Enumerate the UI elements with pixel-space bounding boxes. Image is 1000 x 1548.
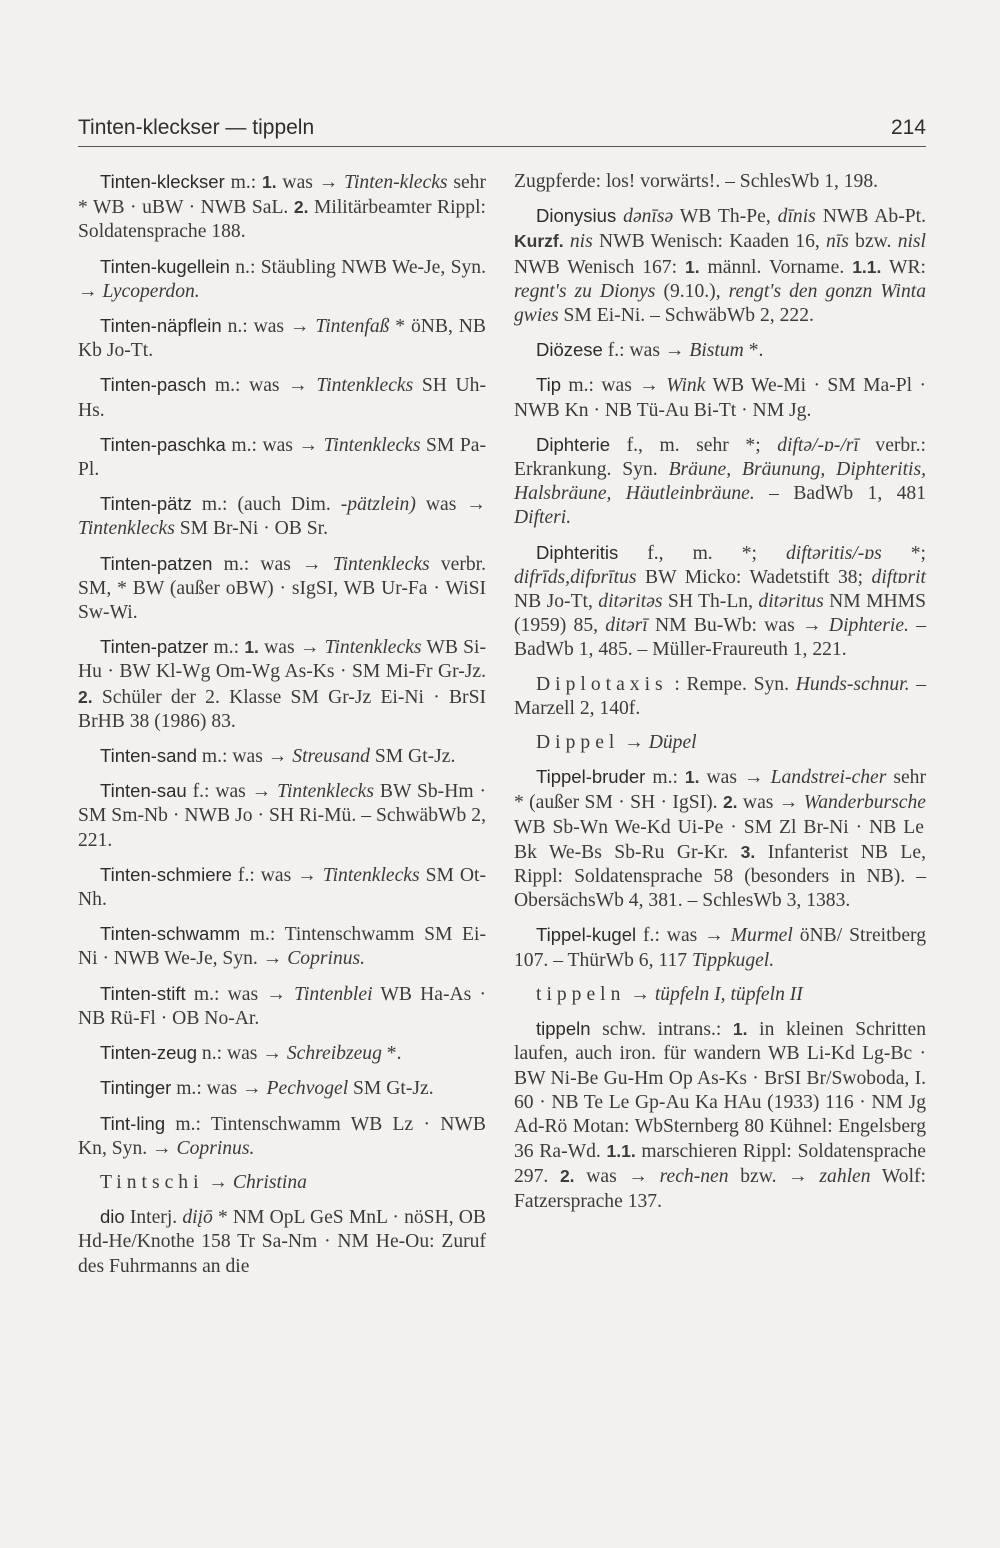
entry-text: – BadWb 1, 481 bbox=[754, 483, 926, 505]
entry-text: SM Pa-Pl. bbox=[78, 434, 486, 481]
dictionary-entry bbox=[514, 731, 926, 755]
entry-text: 1. bbox=[244, 637, 259, 658]
entry-text: → bbox=[625, 983, 655, 1005]
dictionary-entry bbox=[78, 635, 486, 734]
entry-text: 1. bbox=[261, 172, 277, 192]
entry-text: Schüler der 2. Klasse SM Gr-Jz Ei-Ni · BrSI BrHB 38 (1986) 83. bbox=[78, 686, 486, 732]
entry-text: m.: was → bbox=[171, 1078, 267, 1100]
entry-text: Kurzf. bbox=[514, 231, 564, 252]
entry-text: WB Th-Pe, bbox=[673, 206, 778, 228]
dictionary-entry bbox=[514, 170, 926, 194]
entry-text: WB Sb-Wn We-Kd Ui-Pe · SM Zl Br-Ni · NB Le Bk We-Bs Sb-Ru Gr-Kr. bbox=[514, 816, 924, 863]
entry-text: Tintenklecks bbox=[316, 375, 414, 397]
entry-text: Tintenklecks bbox=[277, 781, 375, 803]
entry-text: * öNB, NB Kb Jo-Tt. bbox=[78, 316, 486, 362]
entry-text: Düpel bbox=[648, 732, 697, 754]
entry-text: Diphterie. bbox=[828, 615, 909, 637]
entry-text: 1.1. bbox=[852, 256, 882, 277]
page-number: 214 bbox=[890, 116, 926, 139]
entry-text: 2. bbox=[722, 792, 738, 813]
entry-text: verbr. SM, * BW (außer oBW) · sIgSI, WB Ur-Fa · WiSI Sw-Wi. bbox=[78, 553, 486, 624]
entry-text: Tintenklecks bbox=[324, 637, 422, 659]
entry-text: nisl bbox=[897, 231, 926, 253]
entry-text: tüpfeln I, tüpfeln II bbox=[654, 983, 803, 1005]
running-header bbox=[78, 112, 926, 147]
entry-text: Wanderbursche bbox=[803, 792, 926, 814]
entry-text: → bbox=[203, 1171, 233, 1193]
entry-text: n.: Stäubling NWB We-Je, Syn. → bbox=[78, 256, 486, 302]
entry-text: WB Ha-As · NB Rü-Fl · OB No-Ar. bbox=[78, 983, 487, 1029]
dictionary-entry bbox=[78, 779, 486, 853]
entry-headword: dio bbox=[100, 1206, 125, 1228]
entry-text: (9.10.), bbox=[655, 280, 729, 302]
entry-text: m.: was → bbox=[197, 746, 293, 768]
entry-text: 2. bbox=[78, 686, 93, 707]
entry-headword: Tinten-schmiere bbox=[100, 863, 232, 885]
dictionary-entry bbox=[78, 255, 486, 304]
dictionary-entry bbox=[78, 373, 486, 422]
entry-text: m.: Tintenschwamm WB Lz · NWB Kn, Syn. → bbox=[78, 1113, 486, 1159]
entry-text: bzw. bbox=[848, 231, 898, 253]
dictionary-entry bbox=[78, 1076, 486, 1101]
dictionary-entry bbox=[514, 1017, 926, 1214]
entry-text: f.: was → bbox=[186, 781, 278, 803]
dictionary-entry bbox=[78, 170, 486, 245]
dictionary-entry bbox=[78, 314, 486, 363]
entry-headword: Tip bbox=[536, 374, 562, 396]
entry-text: SM Gt-Jz. bbox=[369, 746, 456, 768]
entry-text: SM Ei-Ni. – SchwäbWb 2, 222. bbox=[558, 305, 814, 327]
entry-headword: Tinten-kleckser bbox=[100, 171, 225, 192]
entry-text: dīnis bbox=[777, 206, 816, 228]
entry-text: Hunds-schnur. bbox=[795, 673, 910, 695]
entry-text: Bräune, Bräunung, Diphteritis, Halsbräune, Häutleinbräune. bbox=[514, 459, 926, 505]
dictionary-entry bbox=[78, 1041, 486, 1066]
entry-headword: Tinten-patzer bbox=[100, 636, 209, 658]
entry-headword: Tinten-paschka bbox=[100, 433, 226, 455]
entry-text: sehr * (außer SM · SH · IgSI). bbox=[514, 767, 926, 814]
entry-text: 1. bbox=[684, 767, 700, 788]
entry-headword: Tinten-zeug bbox=[100, 1042, 198, 1064]
entry-text: WR: bbox=[881, 256, 926, 278]
entry-text: Streusand bbox=[292, 746, 370, 768]
entry-text: in kleinen Schritten laufen, auch iron. für wandern WB Li-Kd Lg-Bc · BW Ni-Be Gu-Hm Op As-Ks · BrSI Br/Swoboda, I. 60 · NB Te Le Gp-Au Ka HAu (1933) 116 · NM Jg Ad-Rö Motan: WbSternberg 80 Kühnel: Engelsberg 36 Ra-Wd. bbox=[514, 1019, 926, 1163]
entry-text: m.: (auch Dim. bbox=[191, 494, 341, 516]
entry-text: Tintenklecks bbox=[78, 518, 175, 540]
entry-text: m.: bbox=[208, 637, 245, 659]
entry-text: f.: was → bbox=[636, 925, 731, 947]
entry-text: Tinten-klecks bbox=[344, 172, 448, 193]
entry-text: m.: was → bbox=[185, 983, 295, 1005]
entry-headword: Tinten-pätz bbox=[100, 493, 192, 515]
dictionary-entry bbox=[78, 863, 486, 912]
entry-text: f.: was → bbox=[602, 340, 690, 362]
dictionary-entry bbox=[78, 492, 486, 541]
entry-text: difrīds,difɒrītus bbox=[514, 566, 637, 588]
entry-text: BW Micko: Wadetstift 38; bbox=[636, 566, 872, 588]
entry-text: marschieren Rippl: Soldatensprache 297. bbox=[514, 1141, 926, 1188]
entry-text: sehr * WB · uBW · NWB SaL. bbox=[78, 172, 486, 219]
dictionary-entry bbox=[78, 1112, 486, 1161]
entry-text: -pätzlein) bbox=[340, 494, 416, 516]
entry-text: – Marzell 2, 140f. bbox=[514, 673, 926, 719]
entry-text: Interj. bbox=[124, 1207, 183, 1229]
entry-text: Wink bbox=[666, 375, 706, 397]
entry-text: – BadWb 1, 485. – Müller-Fraureuth 1, 221. bbox=[514, 615, 926, 661]
entry-text: m.: bbox=[224, 172, 262, 193]
entry-text: *. bbox=[381, 1043, 402, 1065]
entry-text: m.: was → bbox=[561, 375, 667, 397]
entry-text: was → bbox=[415, 494, 486, 516]
entry-text: Coprinus. bbox=[287, 948, 366, 970]
entry-text: *; bbox=[881, 542, 927, 564]
dictionary-entry bbox=[514, 765, 926, 913]
entry-text: nīs bbox=[826, 231, 849, 253]
entry-headword: Tippel-bruder bbox=[536, 766, 646, 788]
dictionary-entry bbox=[514, 373, 926, 422]
entry-text: SM Br-Ni · OB Sr. bbox=[174, 518, 328, 540]
entry-text: BW Sb-Hm · SM Sm-Nb · NWB Jo · SH Ri-Mü. – SchwäbWb 2, 221. bbox=[78, 781, 486, 851]
entry-text: Landstrei-cher bbox=[770, 767, 887, 789]
entry-text: 2. bbox=[559, 1166, 575, 1187]
dictionary-entry bbox=[514, 338, 926, 363]
entry-text: WB Si-Hu · BW Kl-Wg Om-Wg As-Ks · SM Mi-Fr Gr-Jz. bbox=[78, 637, 486, 683]
entry-text: Schreibzeug bbox=[286, 1043, 382, 1065]
entry-text: verbr.: Erkrankung. Syn. bbox=[514, 434, 927, 481]
entry-text: männl. Vorname. bbox=[699, 256, 853, 278]
entry-text: NM MHMS (1959) 85, bbox=[514, 591, 926, 637]
entry-headword: Tinten-sand bbox=[100, 745, 198, 767]
entry-text: rengt's den gonzn Winta gwies bbox=[514, 280, 926, 327]
entry-text: dənīsə bbox=[623, 206, 674, 228]
entry-text: ditəritus bbox=[758, 591, 824, 613]
dictionary-entry bbox=[514, 433, 926, 531]
entry-headword: Diplotaxis bbox=[536, 673, 668, 695]
entry-text: SM Ot-Nh. bbox=[78, 864, 486, 911]
entry-text: Infanterist NB Le, Rippl: Soldatensprache 58 (besonders in NB). – ObersächsWb 4, 381. – SchlesWb 3, 1383. bbox=[514, 841, 926, 912]
entry-text: Coprinus. bbox=[176, 1137, 255, 1159]
entry-text: Militärbeamter Rippl: Soldatensprache 188. bbox=[78, 197, 486, 243]
entry-headword: tippeln bbox=[536, 1018, 591, 1040]
entry-text: öNB/ Streitberg 107. – ThürWb 6, 117 bbox=[514, 925, 927, 971]
entry-headword: Dippel bbox=[536, 732, 620, 754]
entry-text: m.: was → bbox=[225, 434, 324, 456]
entry-text: 1. bbox=[684, 256, 700, 277]
entry-headword: Tinten-schwamm bbox=[100, 923, 241, 945]
entry-text: was → bbox=[737, 792, 804, 814]
entry-text: * NM OpL GeS MnL · nöSH, OB Hd-He/Knothe 158 Tr Sa-Nm · NM He-Ou: Zuruf des Fuhrmanns an die bbox=[78, 1207, 486, 1277]
entry-headword: Diphteritis bbox=[536, 541, 619, 563]
entry-headword: Tinten-patzen bbox=[100, 552, 213, 574]
entry-text: m.: bbox=[645, 767, 685, 789]
entry-text: diftə/-ɒ-/rī bbox=[777, 434, 859, 456]
dictionary-entry bbox=[78, 982, 486, 1031]
entry-text: Zugpferde: los! vorwärts!. – SchlesWb 1, 198. bbox=[514, 171, 879, 192]
entry-text: Tippkugel. bbox=[691, 949, 775, 971]
entry-text: n.: was → bbox=[197, 1043, 287, 1065]
entry-headword: Tippel-kugel bbox=[536, 924, 637, 946]
entry-text: diftəritis/-ɒs bbox=[785, 542, 882, 564]
entry-text: WB We-Mi · SM Ma-Pl · NWB Kn · NB Tü-Au Bi-Tt · NM Jg. bbox=[514, 375, 926, 421]
entry-text: NM Bu-Wb: was → bbox=[647, 615, 829, 637]
entry-text: diįō bbox=[182, 1207, 213, 1229]
entry-headword: Tinten-sau bbox=[100, 780, 187, 802]
entry-text: 1.1. bbox=[606, 1141, 636, 1162]
entry-text: m.: was → bbox=[212, 553, 333, 575]
entry-text: was → bbox=[258, 637, 325, 659]
entry-headword: Tintschi bbox=[100, 1171, 204, 1193]
entry-text: Tintenklecks bbox=[322, 864, 420, 886]
entry-text: *. bbox=[743, 340, 764, 362]
header-title: Tinten-kleckser — tippeln bbox=[78, 116, 315, 139]
entry-text: schw. intrans.: bbox=[590, 1019, 733, 1041]
entry-text: ditərī bbox=[605, 615, 648, 637]
entry-text: 3. bbox=[740, 841, 756, 862]
entry-text: Bistum bbox=[689, 340, 744, 362]
entry-text: NWB Wenisch: Kaaden 16, bbox=[592, 231, 827, 253]
entry-text: zahlen bbox=[819, 1166, 871, 1188]
entry-text: Pechvogel bbox=[266, 1078, 349, 1100]
entry-text: Tintenblei bbox=[294, 983, 373, 1005]
entry-text: f., m. *; bbox=[618, 542, 786, 564]
dictionary-entry bbox=[78, 922, 486, 971]
entry-text: Christina bbox=[232, 1171, 307, 1193]
entry-text: Tintenklecks bbox=[332, 553, 430, 575]
entry-text: SH Th-Ln, bbox=[662, 591, 759, 613]
entry-text: bzw. → bbox=[728, 1166, 820, 1188]
entry-text: : Rempe. Syn. bbox=[667, 673, 796, 695]
entry-headword: Tinten-pasch bbox=[100, 374, 207, 396]
dictionary-entry bbox=[514, 541, 926, 663]
dictionary-entry bbox=[78, 744, 486, 769]
entry-text: diftɒrit bbox=[871, 566, 926, 588]
entry-text: NB Jo-Tt, bbox=[514, 591, 599, 613]
entry-text: was → bbox=[699, 767, 771, 789]
entry-headword: Tinten-näpflein bbox=[100, 315, 222, 337]
entry-headword: Tinten-stift bbox=[100, 982, 186, 1004]
entry-text: Tintenfaß bbox=[315, 316, 390, 338]
entry-text: n.: was → bbox=[221, 316, 316, 338]
entry-text: 1. bbox=[732, 1019, 748, 1040]
dictionary-entry bbox=[514, 673, 926, 721]
right-column bbox=[514, 170, 926, 1224]
entry-text: rech-nen bbox=[659, 1166, 729, 1188]
entry-text: SH Uh-Hs. bbox=[78, 375, 486, 421]
entry-text: NWB Ab-Pt. bbox=[815, 206, 926, 228]
dictionary-entry bbox=[78, 433, 486, 482]
entry-headword: tippeln bbox=[536, 983, 626, 1005]
entry-headword: Diözese bbox=[536, 339, 603, 361]
entry-text: m.: Tintenschwamm SM Ei-Ni · NWB We-Je, Syn. → bbox=[78, 924, 486, 970]
entry-text: nis bbox=[569, 231, 593, 253]
entry-text: regnt's zu Dionys bbox=[514, 280, 656, 302]
dictionary-entry bbox=[78, 1171, 486, 1195]
entry-text: f.: was → bbox=[231, 864, 323, 886]
entry-text: 2. bbox=[293, 197, 309, 218]
entry-headword: Dionysius bbox=[536, 205, 617, 227]
entry-text: ditəritəs bbox=[598, 591, 663, 613]
entry-text: was → bbox=[574, 1166, 660, 1188]
entry-text: Difteri. bbox=[514, 507, 572, 529]
entry-text: m.: was → bbox=[206, 375, 317, 397]
left-column bbox=[78, 170, 486, 1289]
entry-text: Murmel bbox=[730, 925, 793, 947]
entry-text: Tintenklecks bbox=[323, 434, 421, 456]
dictionary-entry bbox=[514, 204, 926, 328]
entry-headword: Tinten-kugellein bbox=[100, 255, 230, 277]
entry-text: SM Gt-Jz. bbox=[348, 1078, 434, 1100]
dictionary-entry bbox=[514, 923, 926, 972]
dictionary-entry bbox=[78, 1205, 486, 1279]
entry-text: f., m. sehr *; bbox=[610, 434, 778, 456]
entry-text: was → bbox=[276, 172, 345, 193]
dictionary-entry bbox=[514, 983, 926, 1007]
entry-text: Lycoperdon. bbox=[102, 280, 200, 302]
entry-text: NWB Wenisch 167: bbox=[514, 256, 685, 278]
entry-text: Wolf: Fatzersprache 137. bbox=[514, 1166, 926, 1212]
entry-headword: Tintinger bbox=[100, 1077, 172, 1099]
entry-headword: Tint-ling bbox=[100, 1112, 166, 1134]
entry-text: → bbox=[619, 732, 649, 754]
entry-headword: Diphterie bbox=[536, 433, 611, 455]
dictionary-entry bbox=[78, 552, 486, 626]
